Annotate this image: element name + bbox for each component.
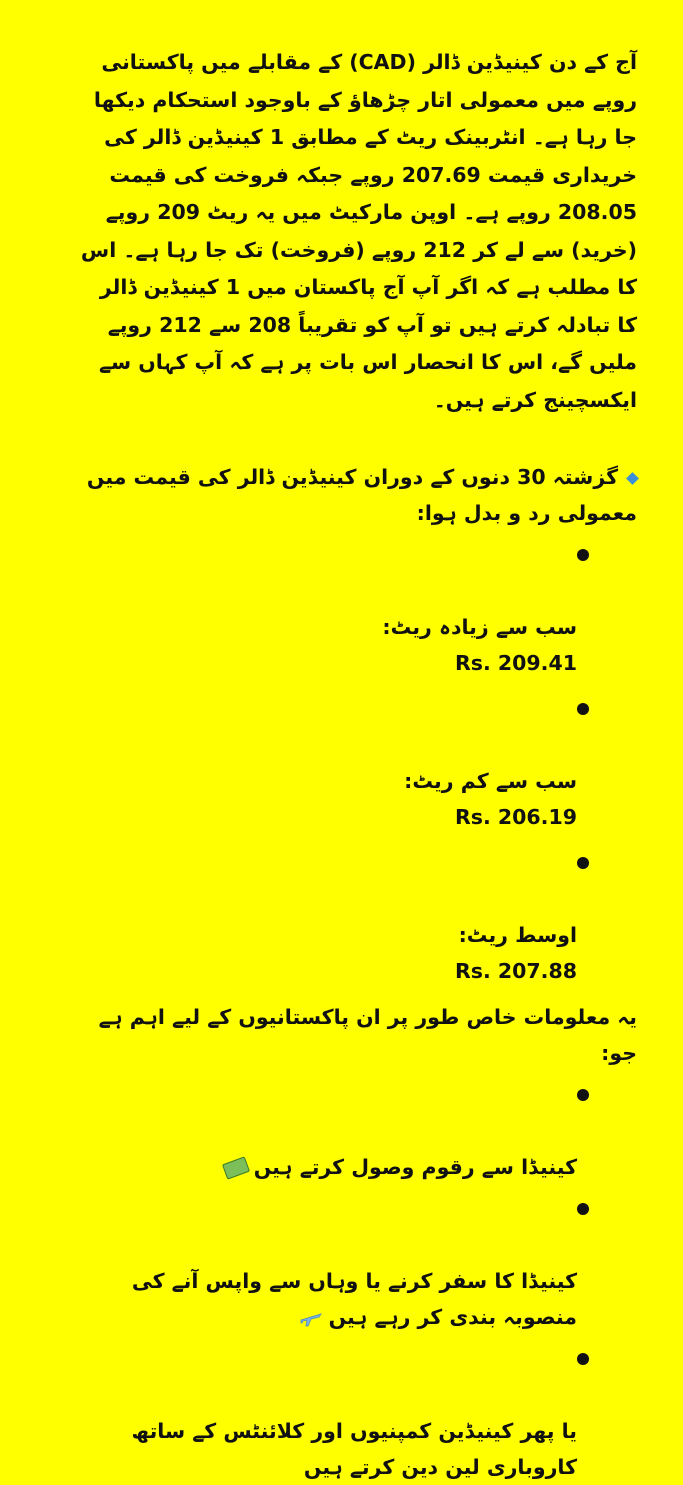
rate-item-average bbox=[80, 845, 637, 989]
airplane-icon bbox=[299, 1306, 323, 1330]
bullet-dot bbox=[577, 703, 589, 715]
bullet-dot bbox=[577, 857, 589, 869]
rate-value: Rs. 207.88 bbox=[454, 959, 577, 983]
bullet-dot bbox=[577, 1089, 589, 1101]
trend-line bbox=[80, 423, 637, 531]
bullet-dot bbox=[577, 1353, 589, 1365]
rates-list bbox=[80, 537, 637, 989]
rate-label: سب سے کم ریٹ: bbox=[404, 769, 577, 793]
rate-value: Rs. 209.41 bbox=[454, 651, 577, 675]
rate-item-lowest bbox=[80, 691, 637, 835]
rate-item-highest bbox=[80, 537, 637, 681]
importance-item-text: کینیڈا سے رقوم وصول کرتے ہیں bbox=[253, 1155, 577, 1179]
blue-diamond-icon bbox=[626, 472, 639, 485]
intro-paragraph: آج کے دن کینیڈین ڈالر (CAD) کے مقابلے میں پاکستانی روپے میں معمولی اتار چڑھاؤ کے باوجود استحکام دیکھا جا رہا ہے۔ انٹربینک ریٹ کے مطابق 1 کینیڈین ڈالر کی خریداری قیمت 207.69 روپے جبکہ فروخت کی قیمت 208.05 روپے ہے۔ اوپن مارکیٹ میں یہ ریٹ 209 روپے (خرید) سے لے کر 212 روپے (فروخت) تک جا رہا ہے۔ اس کا مطلب ہے کہ اگر آپ آج پاکستان میں 1 کینیڈین ڈالر کا تبادلہ کرتے ہیں تو آپ کو تقریباً 208 سے 212 روپے ملیں گے، اس کا انحصار اس بات پر ہے کہ آپ کہاں سے ایکسچینج کرتے ہیں۔ bbox=[80, 50, 637, 412]
importance-list bbox=[80, 1077, 637, 1485]
bullet-dot bbox=[577, 549, 589, 561]
importance-item-text: یا پھر کینیڈین کمپنیوں اور کلائنٹس کے ساتھ کاروباری لین دین کرتے ہیں bbox=[131, 1419, 577, 1479]
importance-item-travel bbox=[80, 1191, 637, 1335]
article-content bbox=[80, 44, 637, 1485]
rate-label: اوسط ریٹ: bbox=[458, 923, 577, 947]
importance-heading: یہ معلومات خاص طور پر ان پاکستانیوں کے لیے اہم ہے جو: bbox=[98, 1005, 637, 1065]
bullet-dot bbox=[577, 1203, 589, 1215]
trend-text: گزشتہ 30 دنوں کے دوران کینیڈین ڈالر کی قیمت میں معمولی رد و بدل ہوا: bbox=[86, 465, 637, 525]
money-icon bbox=[222, 1156, 250, 1179]
importance-item-business bbox=[80, 1341, 637, 1485]
rate-label: سب سے زیادہ ریٹ: bbox=[382, 615, 577, 639]
importance-item-remittance bbox=[80, 1077, 637, 1185]
rate-value: Rs. 206.19 bbox=[454, 805, 577, 829]
importance-item-text: کینیڈا کا سفر کرنے یا وہاں سے واپس آنے کی منصوبہ بندی کر رہے ہیں bbox=[131, 1269, 577, 1329]
